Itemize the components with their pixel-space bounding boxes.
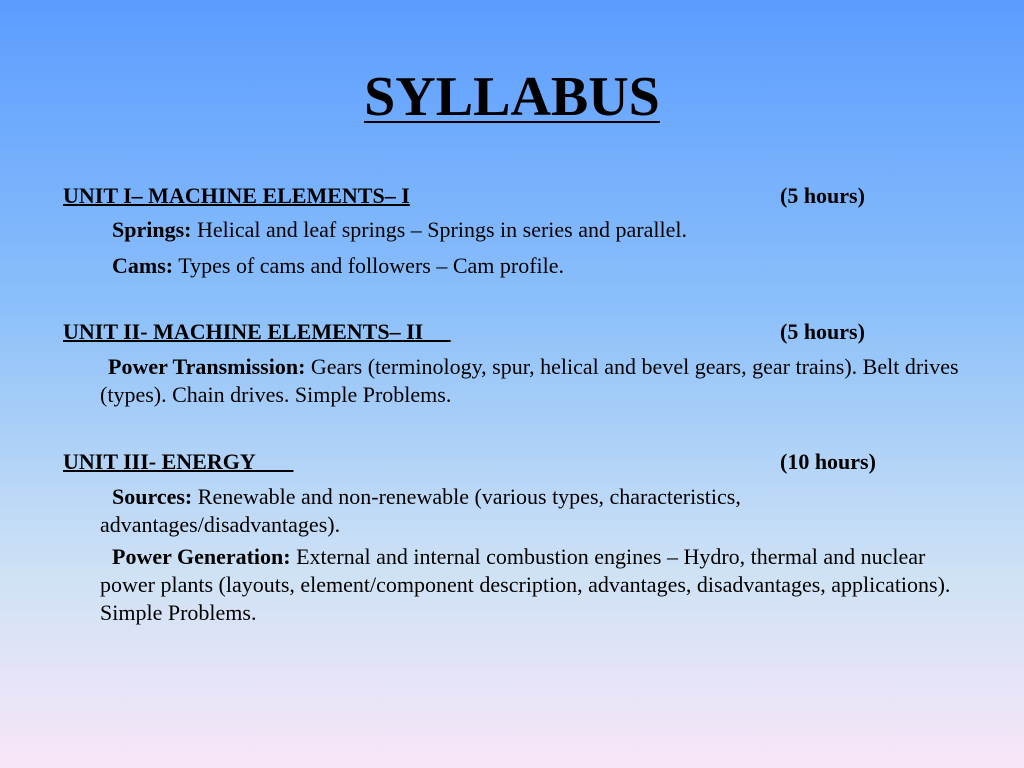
unit-3-topic-power-generation: Power Generation: External and internal combustion engines – Hydro, thermal and nuclear power plants (layouts, element/component description, advantages, disadvantages, applications). Simple Problems. [100, 544, 951, 625]
unit-3-heading: UNIT III- ENERGY [63, 449, 294, 474]
unit-3-hours: (10 hours) [780, 449, 876, 474]
unit-3-topic-sources: Sources: Renewable and non-renewable (various types, characteristics, advantages/disadvantages). [100, 484, 741, 537]
unit-2-hours: (5 hours) [780, 319, 865, 344]
slide-title: SYLLABUS [364, 66, 660, 128]
unit-1-topic-springs: Springs: Helical and leaf springs – Springs in series and parallel. [112, 217, 687, 242]
unit-2-topic-power-transmission: Power Transmission: Gears (terminology, spur, helical and bevel gears, gear trains). Belt drives (types). Chain drives. Simple Problems. [100, 354, 959, 407]
unit-1-hours: (5 hours) [780, 183, 865, 208]
unit-1-heading: UNIT I– MACHINE ELEMENTS– I [63, 183, 410, 208]
unit-1-topic-cams: Cams: Types of cams and followers – Cam profile. [112, 253, 565, 278]
unit-2-heading: UNIT II- MACHINE ELEMENTS– II [63, 319, 451, 344]
